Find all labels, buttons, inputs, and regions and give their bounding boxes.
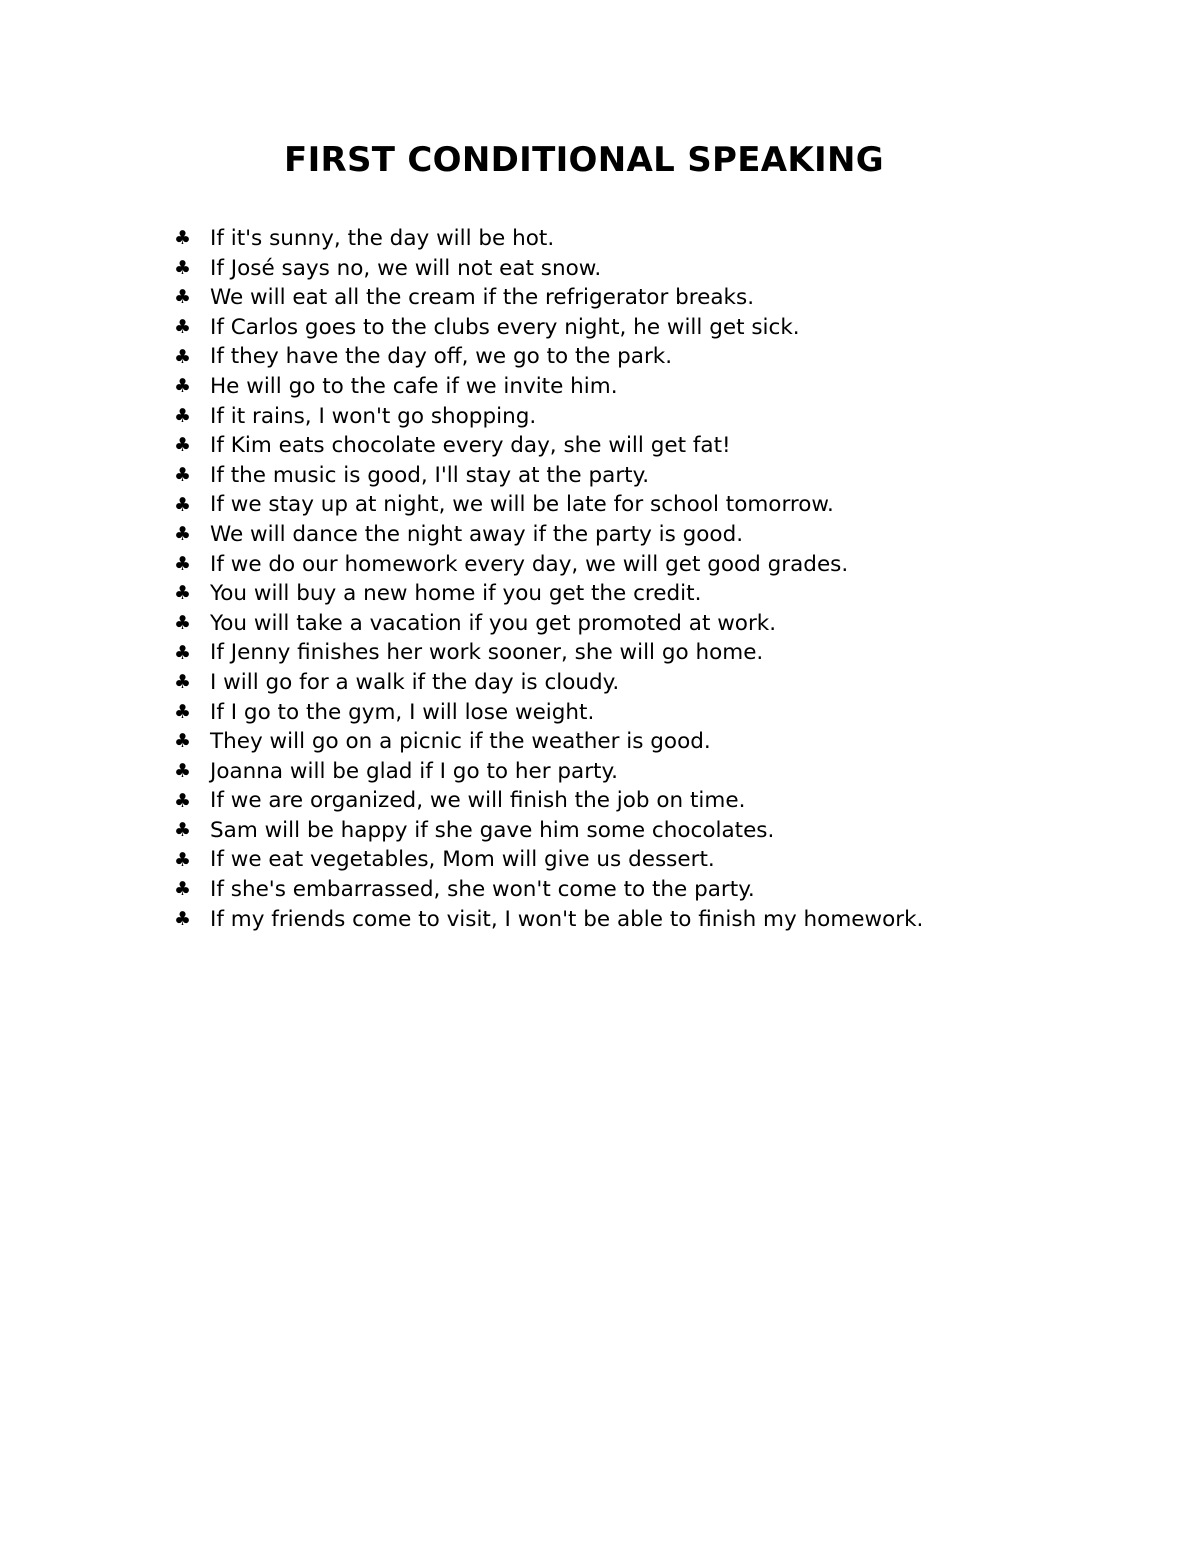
list-item (174, 638, 923, 668)
list-item-text: He will go to the cafe if we invite him. (210, 373, 618, 399)
list-item (174, 668, 923, 698)
club-suit-icon: ♣ (174, 671, 192, 694)
list-item (174, 431, 923, 461)
list-item-text: If Jenny finishes her work sooner, she will go home. (210, 640, 764, 666)
list-item (174, 461, 923, 491)
list-item-text: You will take a vacation if you get promoted at work. (210, 610, 777, 636)
club-suit-icon: ♣ (174, 493, 192, 516)
list-item (174, 550, 923, 580)
list-item-text: If they have the day off, we go to the park. (210, 344, 673, 370)
club-suit-icon: ♣ (174, 612, 192, 635)
club-suit-icon: ♣ (174, 404, 192, 427)
list-item-text: If I go to the gym, I will lose weight. (210, 699, 595, 725)
club-suit-icon: ♣ (174, 700, 192, 723)
list-item (174, 520, 923, 550)
list-item-text: If José says no, we will not eat snow. (210, 255, 602, 281)
club-suit-icon: ♣ (174, 464, 192, 487)
list-item (174, 490, 923, 520)
list-item-text: If it rains, I won't go shopping. (210, 403, 537, 429)
list-item (174, 372, 923, 402)
club-suit-icon: ♣ (174, 316, 192, 339)
list-item-text: If it's sunny, the day will be hot. (210, 226, 555, 251)
club-suit-icon: ♣ (174, 345, 192, 368)
club-suit-icon: ♣ (174, 434, 192, 457)
list-item (174, 905, 923, 935)
club-suit-icon: ♣ (174, 552, 192, 575)
club-suit-icon: ♣ (174, 789, 192, 812)
list-item-text: Sam will be happy if she gave him some chocolates. (210, 817, 775, 843)
club-suit-icon: ♣ (174, 582, 192, 605)
list-item-text: If Carlos goes to the clubs every night, he will get sick. (210, 314, 800, 340)
list-item-text: Joanna will be glad if I go to her party. (210, 758, 618, 784)
list-item (174, 579, 923, 609)
list-item-text: We will eat all the cream if the refrigerator breaks. (210, 285, 755, 311)
list-item-text: If the music is good, I'll stay at the party. (210, 462, 650, 488)
list-item-text: If she's embarrassed, she won't come to the party. (210, 877, 755, 903)
list-item-text: If my friends come to visit, I won't be able to finish my homework. (210, 906, 924, 932)
list-item-text: If we are organized, we will finish the job on time. (210, 788, 746, 814)
list-item (174, 698, 923, 728)
club-suit-icon: ♣ (174, 375, 192, 398)
club-suit-icon: ♣ (174, 759, 192, 782)
list-item (174, 875, 923, 905)
list-item (174, 786, 923, 816)
list-item (174, 283, 923, 313)
list-item-text: You will buy a new home if you get the credit. (210, 581, 702, 607)
list-item-text: I will go for a walk if the day is cloudy. (210, 669, 620, 695)
club-suit-icon: ♣ (174, 256, 192, 279)
list-item (174, 313, 923, 343)
list-item (174, 845, 923, 875)
list-item-text: If Kim eats chocolate every day, she will get fat! (210, 433, 731, 459)
list-item (174, 816, 923, 846)
club-suit-icon: ♣ (174, 286, 192, 309)
club-suit-icon: ♣ (174, 523, 192, 546)
list-item (174, 727, 923, 757)
page-title: FIRST CONDITIONAL SPEAKING (284, 140, 884, 180)
club-suit-icon: ♣ (174, 641, 192, 664)
list-item-text: They will go on a picnic if the weather is good. (210, 729, 711, 755)
list-item-text: We will dance the night away if the party is good. (210, 521, 744, 547)
sentence-list (174, 224, 923, 934)
list-item-text: If we stay up at night, we will be late for school tomorrow. (210, 492, 834, 518)
list-item (174, 342, 923, 372)
list-item (174, 224, 923, 254)
club-suit-icon: ♣ (174, 819, 192, 842)
list-item-text: If we eat vegetables, Mom will give us dessert. (210, 847, 715, 873)
club-suit-icon: ♣ (174, 227, 192, 250)
list-item (174, 757, 923, 787)
club-suit-icon: ♣ (174, 907, 192, 930)
list-item-text: If we do our homework every day, we will get good grades. (210, 551, 849, 577)
list-item (174, 254, 923, 284)
club-suit-icon: ♣ (174, 730, 192, 753)
club-suit-icon: ♣ (174, 848, 192, 871)
list-item (174, 609, 923, 639)
list-item (174, 402, 923, 432)
club-suit-icon: ♣ (174, 878, 192, 901)
